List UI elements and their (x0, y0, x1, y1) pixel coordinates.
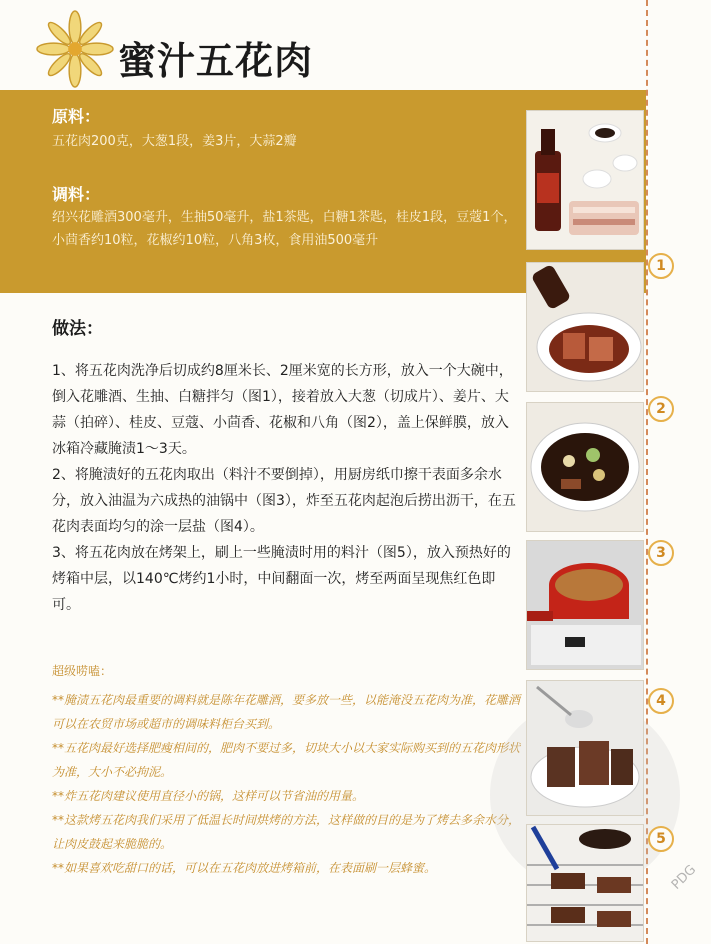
spices-photo (526, 402, 644, 532)
flower-icon (36, 10, 114, 88)
method-heading: 做法： (52, 319, 103, 339)
page-title: 蜜汁五花肉 (118, 39, 314, 83)
method-steps (52, 358, 520, 618)
tip-item: **炸五花肉建议使用直径小的锅，这样可以节省油的用量。 (52, 789, 365, 803)
marinade-photo (526, 262, 644, 392)
tips-list (52, 688, 522, 880)
tip-item: **腌渍五花肉最重要的调料就是陈年花雕酒，要多放一些，以能淹没五花肉为准，花雕酒可以在农贸市场或超市的调味料柜台买到。 (52, 693, 521, 731)
step-3: 3、将五花肉放在烤架上，刷上一些腌渍时用的料汁（图5），放入预热好的烤箱中层，以140℃烤约1小时，中间翻面一次，烤至两面呈现焦红色即可。 (52, 545, 511, 613)
step-badge-5: 5 (648, 826, 674, 852)
step-badge-4: 4 (648, 688, 674, 714)
frying-photo (526, 540, 644, 670)
step-1: 1、将五花肉洗净后切成约8厘米长、2厘米宽的长方形，放入一个大碗中，倒入花雕酒、生抽、白糖拌匀（图1），接着放入大葱（切成片）、姜片、大蒜（拍碎）、桂皮、豆蔻、小茴香、花椒和八角（图2），盖上保鲜膜，放入冰箱冷藏腌渍1～3天。 (52, 363, 513, 457)
salting-photo (526, 680, 644, 816)
brushing-photo (526, 824, 644, 942)
tip-item: **如果喜欢吃甜口的话，可以在五花肉放进烤箱前，在表面刷一层蜂蜜。 (52, 861, 437, 875)
seasonings-heading: 调料： (52, 185, 101, 204)
step-badge-3: 3 (648, 540, 674, 566)
ingredients-photo (526, 110, 644, 250)
step-badge-2: 2 (648, 396, 674, 422)
watermark-text: PDG (668, 862, 700, 893)
step-2: 2、将腌渍好的五花肉取出（料汁不要倒掉），用厨房纸巾擦干表面多余水分，放入油温为六成热的油锅中（图3），炸至五花肉起泡后捞出沥干，在五花肉表面均匀的涂一层盐（图4）。 (52, 467, 516, 535)
tips-heading: 超级唠嗑： (52, 664, 113, 678)
title-area (0, 0, 640, 88)
ingredients-text: 五花肉200克，大葱1段，姜3片，大蒜2瓣 (52, 134, 297, 149)
step-badge-1: 1 (648, 253, 674, 279)
ingredients-heading: 原料： (52, 107, 101, 126)
tip-item: **这款烤五花肉我们采用了低温长时间烘烤的方法，这样做的目的是为了烤去多余水分，让肉皮鼓起来脆脆的。 (52, 813, 521, 851)
seasonings-text: 绍兴花雕酒300毫升，生抽50毫升，盐1茶匙，白糖1茶匙，桂皮1段，豆蔻1个，小茴香约10粒，花椒约10粒，八角3枚，食用油500毫升 (52, 210, 517, 248)
tip-item: **五花肉最好选择肥瘦相间的，肥肉不要过多，切块大小以大家实际购买到的五花肉形状为准，大小不必拘泥。 (52, 741, 521, 779)
